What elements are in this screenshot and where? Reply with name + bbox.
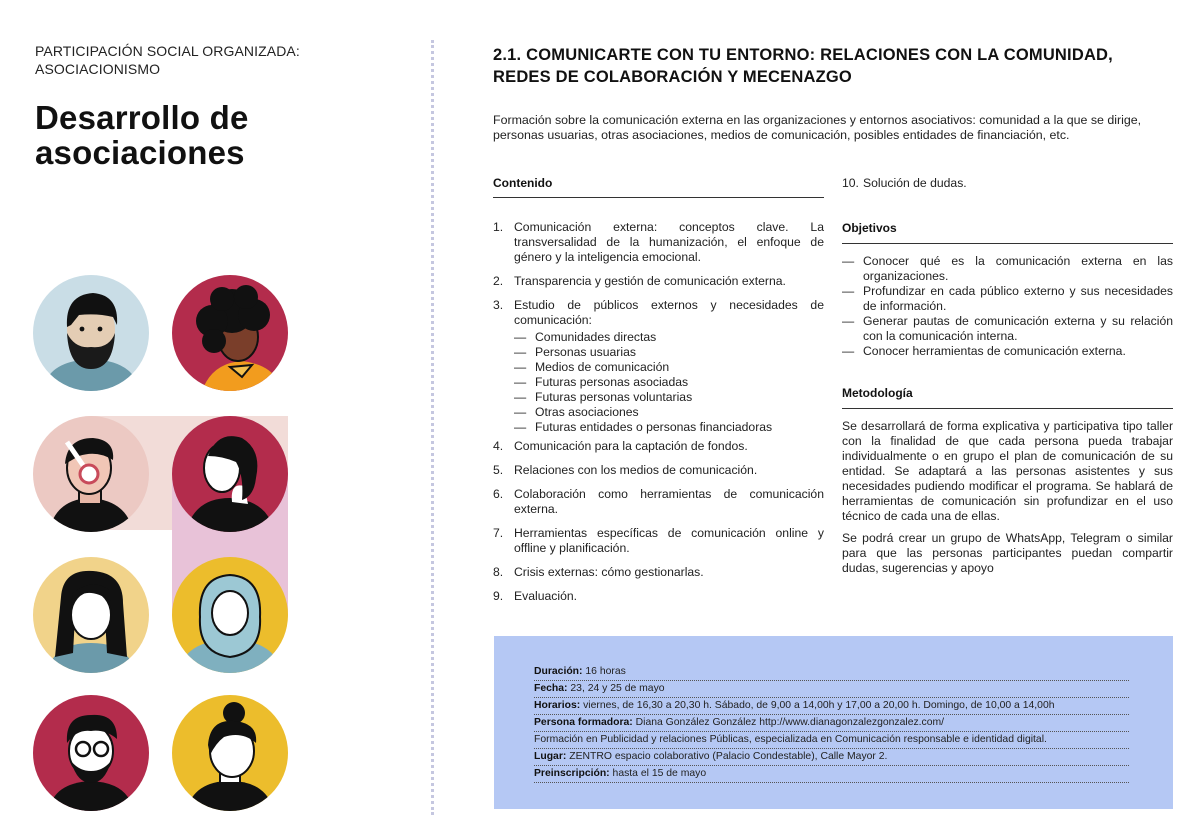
metodologia-paragraph-1: Se desarrollará de forma explicativa y participativa tipo taller con la finalidad de que cada persona pueda trabajar individualmente o en grupo el plan de comunicación de su entidad. Se adaptará a las personas asistentes y sus necesidades pudiendo modificar el programa. Se hablará de herramientas de comunicación sin profundizar en el uso técnico de cada una de ellas. [842, 419, 1173, 523]
item-number: 7. [493, 526, 504, 540]
page-title-line1: Desarrollo de [35, 99, 249, 136]
contenido-section [493, 176, 824, 604]
list-item [493, 220, 824, 265]
item-text: Solución de dudas. [863, 176, 967, 190]
info-label: Duración: [534, 666, 583, 677]
info-value: 23, 24 y 25 de mayo [570, 683, 665, 694]
item-text: Estudio de públicos externos y necesidades de comunicación: [514, 298, 824, 327]
objetivo-item: — Conocer qué es la comunicación externa en las organizaciones. [842, 254, 1173, 284]
objetivo-item: — Profundizar en cada público externo y sus necesidades de información. [842, 284, 1173, 314]
sublist-item: — Futuras personas asociadas [514, 375, 824, 390]
metodologia-paragraph-2: Se podrá crear un grupo de WhatsApp, Telegram o similar para que las personas participantes puedan compartir dudas, sugerencias y apoyo [842, 531, 1173, 575]
info-value: hasta el 15 de mayo [612, 768, 707, 779]
section-heading [493, 44, 1173, 88]
metodologia-rule [842, 408, 1173, 409]
item-number: 9. [493, 589, 504, 603]
list-item [493, 565, 824, 580]
avatar-woman-hijab [172, 557, 288, 673]
objetivos-rule [842, 243, 1173, 244]
item-number: 8. [493, 565, 504, 579]
info-fecha [534, 682, 1129, 698]
intro-paragraph: Formación sobre la comunicación externa en las organizaciones y entornos asociativos: comunidad a la que se dirige, personas usuarias, otras asociaciones, medios de comunicación, posibles entidades de financiación, etc. [493, 113, 1142, 142]
sublist-item: — Personas usuarias [514, 345, 824, 360]
info-label: Fecha: [534, 683, 568, 694]
avatar-headphones [33, 416, 149, 532]
section-label-line2: ASOCIACIONISMO [35, 61, 161, 77]
info-value: ZENTRO espacio colaborativo (Palacio Condestable), Calle Mayor 2. [569, 751, 888, 762]
info-lugar [534, 750, 1129, 766]
item-number: 10. [842, 176, 859, 190]
info-duracion [534, 665, 1129, 681]
avatar-woman-dark-hair [33, 557, 149, 673]
item-number: 4. [493, 439, 504, 453]
contenido-heading: Contenido [493, 176, 553, 190]
section-label-line1: PARTICIPACIÓN SOCIAL ORGANIZADA: [35, 43, 300, 59]
avatar-man-glasses [33, 695, 149, 811]
list-item [493, 589, 824, 604]
sublist-wrapper [493, 330, 824, 435]
info-value: 16 horas [585, 666, 626, 677]
info-label: Preinscripción: [534, 768, 610, 779]
item-number: 6. [493, 487, 504, 501]
item-number: 2. [493, 274, 504, 288]
objetivos-list [842, 254, 1173, 359]
info-value: viernes, de 16,30 a 20,30 h. Sábado, de 9,00 a 14,00h y 17,00 a 20,00 h. Domingo, de 10,00 a 14,00h [583, 700, 1055, 711]
info-horarios [534, 699, 1129, 715]
item-number: 3. [493, 298, 504, 312]
sublist-item: — Medios de comunicación [514, 360, 824, 375]
avatar-woman-bun [172, 695, 288, 811]
sublist-item: — Futuras personas voluntarias [514, 390, 824, 405]
info-label: Persona formadora: [534, 717, 633, 728]
metodologia-heading: Metodología [842, 386, 913, 400]
section-label [35, 42, 300, 78]
info-label: Horarios: [534, 700, 581, 711]
info-formadora [534, 716, 1129, 732]
list-item [493, 439, 824, 454]
objetivos-heading: Objetivos [842, 221, 897, 235]
avatar-woman-profile [172, 416, 288, 532]
avatar-curly-hair [172, 275, 288, 391]
item-text: Comunicación para la captación de fondos. [514, 439, 748, 453]
page-title-line2: asociaciones [35, 134, 245, 171]
info-label: Lugar: [534, 751, 567, 762]
list-item [493, 487, 824, 517]
list-item [493, 298, 824, 328]
list-item [493, 526, 824, 556]
objetivo-item: — Conocer herramientas de comunicación externa. [842, 344, 1173, 359]
item-number: 5. [493, 463, 504, 477]
avatar-bearded-man [33, 275, 149, 391]
item-text: Relaciones con los medios de comunicación. [514, 463, 758, 477]
section-heading-line1: 2.1. COMUNICARTE CON TU ENTORNO: RELACIONES CON LA COMUNIDAD, [493, 46, 1113, 64]
list-item-10 [842, 176, 1173, 191]
item-number: 1. [493, 220, 504, 234]
item-text: Comunicación externa: conceptos clave. La transversalidad de la humanización, el enfoque de género y la inteligencia emocional. [514, 220, 824, 264]
section-heading-line2: REDES DE COLABORACIÓN Y MECENAZGO [493, 68, 852, 86]
sublist-item: — Otras asociaciones [514, 405, 824, 420]
info-value: Formación en Publicidad y relaciones Públicas, especializada en Comunicación responsable e identidad digital. [534, 734, 1047, 745]
sublist-item: — Comunidades directas [514, 330, 824, 345]
sublist [514, 330, 824, 435]
info-formacion [534, 733, 1129, 749]
objetivos-column [842, 176, 1173, 576]
list-item [493, 274, 824, 289]
page-divider [431, 40, 434, 815]
item-text: Colaboración como herramientas de comunicación externa. [514, 487, 824, 516]
sublist-item: — Futuras entidades o personas financiadoras [514, 420, 824, 435]
objetivo-item: — Generar pautas de comunicación externa y su relación con la comunicación interna. [842, 314, 1173, 344]
list-item [493, 463, 824, 478]
contenido-list [493, 220, 824, 604]
item-text: Evaluación. [514, 589, 578, 603]
info-box [494, 636, 1173, 809]
contenido-rule [493, 197, 824, 198]
page-title [35, 100, 249, 170]
info-preinscripcion [534, 767, 1129, 783]
item-text: Transparencia y gestión de comunicación externa. [514, 274, 786, 288]
item-text: Herramientas específicas de comunicación online y offline y planificación. [514, 526, 824, 555]
info-value: Diana González González http://www.dianagonzalezgonzalez.com/ [635, 717, 945, 728]
item-text: Crisis externas: cómo gestionarlas. [514, 565, 704, 579]
